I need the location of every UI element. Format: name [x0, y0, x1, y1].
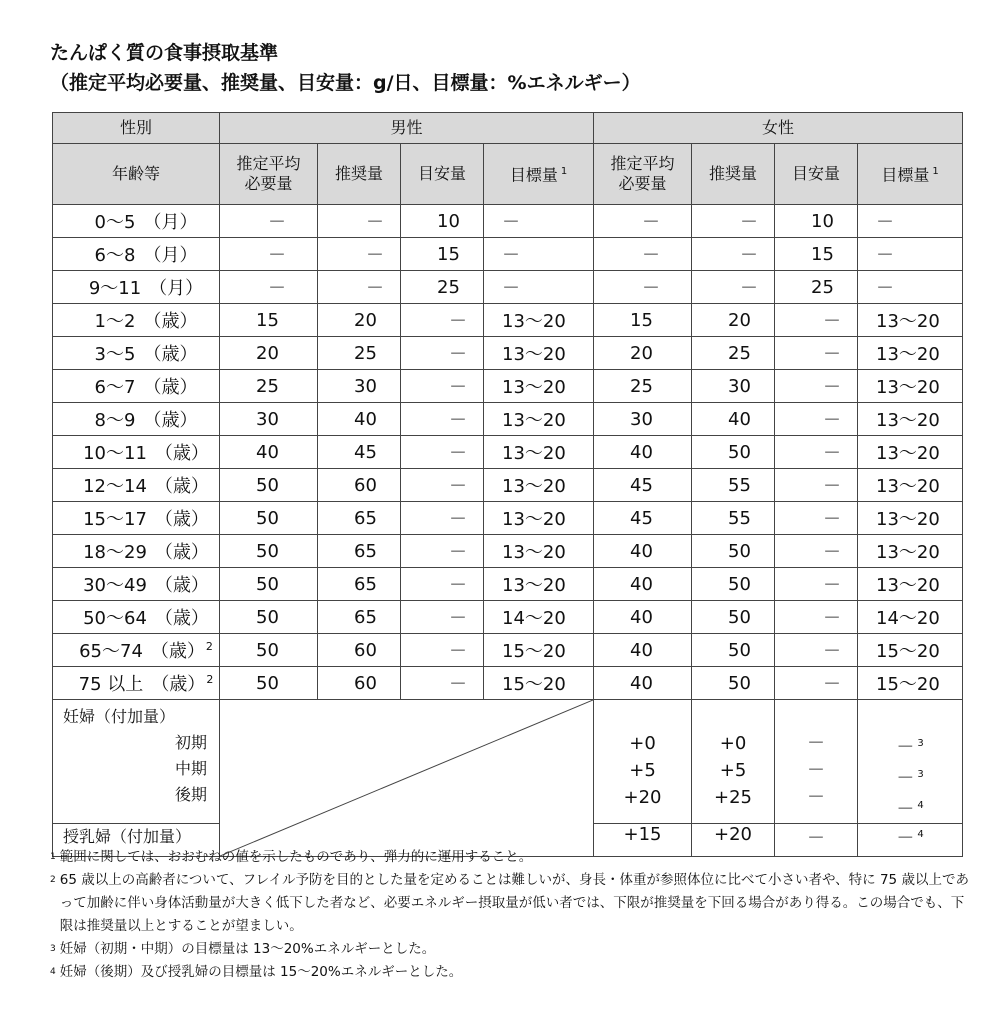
cell-f-ai: －: [775, 370, 858, 403]
cell-m-ear: 50: [220, 601, 318, 634]
cell-f-ai: 15: [775, 238, 858, 271]
cell-f-dg: 13～20: [858, 535, 963, 568]
cell-f-rda: 20: [692, 304, 775, 337]
age-cell: 18～29 （歳）: [53, 535, 220, 568]
table-row: [53, 403, 963, 436]
cell-f-ear: 25: [594, 370, 692, 403]
table-row: [53, 535, 963, 568]
cell-m-dg: 13～20: [484, 370, 594, 403]
cell-m-ai: －: [401, 469, 484, 502]
cell-m-rda: 45: [318, 436, 401, 469]
cell-m-ai: 15: [401, 238, 484, 271]
male-dg-header: 目標量 $^1$: [484, 144, 594, 205]
cell-m-rda: 65: [318, 502, 401, 535]
pregnant-ai-cell: － － －: [775, 700, 858, 824]
cell-f-rda: 40: [692, 403, 775, 436]
cell-m-ear: 50: [220, 469, 318, 502]
age-header: 年齢等: [53, 144, 220, 205]
cell-m-dg: 13～20: [484, 403, 594, 436]
cell-m-dg: 14～20: [484, 601, 594, 634]
cell-f-dg: 13～20: [858, 568, 963, 601]
cell-f-dg: －: [858, 205, 963, 238]
female-rda-header: 推奨量: [692, 144, 775, 205]
footnote-1: 1 範囲に関しては、おおむねの値を示したものであり、弾力的に運用すること。: [50, 849, 533, 865]
table-row: [53, 436, 963, 469]
lactating-rda: +20: [692, 824, 775, 857]
cell-f-ear: 30: [594, 403, 692, 436]
cell-m-ear: 40: [220, 436, 318, 469]
cell-m-rda: 60: [318, 469, 401, 502]
table-row: [53, 238, 963, 271]
age-cell: 9～11 （月）: [53, 271, 220, 304]
cell-m-ai: －: [401, 535, 484, 568]
table-row: [53, 667, 963, 700]
cell-f-ai: －: [775, 535, 858, 568]
cell-m-dg: 13～20: [484, 502, 594, 535]
cell-m-ear: 25: [220, 370, 318, 403]
male-ai-header: 目安量: [401, 144, 484, 205]
cell-m-dg: 13～20: [484, 535, 594, 568]
cell-m-ear: 50: [220, 667, 318, 700]
cell-f-ear: －: [594, 271, 692, 304]
cell-m-ear: 50: [220, 634, 318, 667]
cell-m-ai: －: [401, 436, 484, 469]
cell-m-ai: －: [401, 667, 484, 700]
cell-f-rda: 30: [692, 370, 775, 403]
cell-f-ai: 25: [775, 271, 858, 304]
cell-f-ai: －: [775, 469, 858, 502]
age-cell: 1～2 （歳）: [53, 304, 220, 337]
footnote-2: 2 65 歳以上の高齢者について、フレイル予防を目的とした量を定めることは難しいが、身長・体重が参照体位に比べて小さい者や、特に 75 歳以上であって加齢に伴い身体活動量が大きく低下した者など、必要エネルギー摂取量が低い者では、下限が推奨量を下回る場合があり得る。この場合でも、下限は推奨量以上とすることが望ましい。: [50, 872, 969, 934]
cell-f-dg: 13～20: [858, 502, 963, 535]
cell-f-ear: 40: [594, 535, 692, 568]
cell-f-rda: 55: [692, 502, 775, 535]
lactating-label: 授乳婦（付加量）: [53, 824, 220, 857]
cell-f-ai: －: [775, 403, 858, 436]
cell-m-dg: 13～20: [484, 436, 594, 469]
cell-m-ear: 20: [220, 337, 318, 370]
age-cell: 65～74 （歳）$^2$: [53, 634, 220, 667]
pregnant-row: [53, 700, 963, 824]
cell-m-rda: 60: [318, 634, 401, 667]
cell-f-ear: 45: [594, 469, 692, 502]
pregnant-mid-label: 中期: [174, 759, 207, 778]
age-cell: 12～14 （歳）: [53, 469, 220, 502]
female-dg-header: 目標量 $^1$: [858, 144, 963, 205]
cell-m-ear: 15: [220, 304, 318, 337]
document-title: [50, 38, 641, 98]
cell-f-ai: －: [775, 568, 858, 601]
cell-f-ai: －: [775, 304, 858, 337]
cell-f-dg: 15～20: [858, 667, 963, 700]
lactating-ai: －: [775, 824, 858, 857]
protein-intake-table: [52, 112, 962, 857]
sex-header: 性別: [53, 113, 220, 144]
cell-m-ai: －: [401, 601, 484, 634]
cell-f-ai: 10: [775, 205, 858, 238]
cell-f-dg: 15～20: [858, 634, 963, 667]
cell-f-ai: －: [775, 337, 858, 370]
cell-f-ai: －: [775, 502, 858, 535]
cell-m-rda: 60: [318, 667, 401, 700]
male-rda-header: 推奨量: [318, 144, 401, 205]
cell-m-dg: 15～20: [484, 667, 594, 700]
table-row: [53, 502, 963, 535]
cell-m-ai: －: [401, 568, 484, 601]
cell-m-dg: 13～20: [484, 568, 594, 601]
pregnant-early-label: 初期: [174, 733, 207, 752]
age-cell: 0～5 （月）: [53, 205, 220, 238]
cell-m-rda: 20: [318, 304, 401, 337]
cell-f-dg: 13～20: [858, 469, 963, 502]
table-row: [53, 469, 963, 502]
diagonal-slash: [220, 700, 593, 856]
footnote-3: 3 妊婦（初期・中期）の目標量は 13～20%エネルギーとした。: [50, 941, 436, 957]
cell-f-dg: 13～20: [858, 304, 963, 337]
cell-f-rda: －: [692, 205, 775, 238]
cell-m-dg: 15～20: [484, 634, 594, 667]
cell-m-rda: 65: [318, 601, 401, 634]
cell-m-ai: 10: [401, 205, 484, 238]
cell-f-rda: －: [692, 238, 775, 271]
cell-f-ai: －: [775, 601, 858, 634]
cell-m-dg: －: [484, 205, 594, 238]
cell-f-ai: －: [775, 667, 858, 700]
cell-m-rda: 40: [318, 403, 401, 436]
female-header: 女性: [594, 113, 963, 144]
age-cell: 50～64 （歳）: [53, 601, 220, 634]
cell-f-dg: 13～20: [858, 403, 963, 436]
female-ear-header: 推定平均 必要量: [594, 144, 692, 205]
cell-f-ear: 40: [594, 634, 692, 667]
cell-f-ear: 15: [594, 304, 692, 337]
cell-m-ai: 25: [401, 271, 484, 304]
cell-f-ear: 40: [594, 601, 692, 634]
pregnant-late-label: 後期: [174, 785, 207, 804]
lactating-ear: +15: [594, 824, 692, 857]
cell-f-rda: 50: [692, 568, 775, 601]
cell-m-dg: －: [484, 238, 594, 271]
cell-f-rda: 50: [692, 535, 775, 568]
cell-m-rda: 65: [318, 568, 401, 601]
age-cell: 10～11 （歳）: [53, 436, 220, 469]
male-header: 男性: [220, 113, 594, 144]
pregnant-rda-cell: +0 +5 +25: [692, 700, 775, 824]
table-row: [53, 370, 963, 403]
age-cell: 6～7 （歳）: [53, 370, 220, 403]
cell-m-ear: 50: [220, 535, 318, 568]
cell-m-ai: －: [401, 403, 484, 436]
cell-m-dg: 13～20: [484, 469, 594, 502]
cell-m-rda: －: [318, 205, 401, 238]
cell-f-rda: 50: [692, 601, 775, 634]
age-cell: 75 以上 （歳）$^2$: [53, 667, 220, 700]
pregnant-label: 妊婦（付加量）: [63, 707, 176, 726]
cell-f-dg: －: [858, 238, 963, 271]
cell-m-ai: －: [401, 337, 484, 370]
cell-f-dg: 14～20: [858, 601, 963, 634]
pregnant-label-cell: [53, 700, 220, 824]
age-cell: 30～49 （歳）: [53, 568, 220, 601]
cell-m-ear: －: [220, 271, 318, 304]
table-row: [53, 271, 963, 304]
cell-f-dg: 13～20: [858, 436, 963, 469]
cell-m-ear: 30: [220, 403, 318, 436]
cell-f-rda: 50: [692, 634, 775, 667]
cell-f-ear: －: [594, 238, 692, 271]
cell-m-ear: 50: [220, 568, 318, 601]
male-not-applicable-cell: [220, 700, 594, 857]
table-row: [53, 205, 963, 238]
title-line-2: （推定平均必要量、推奨量、目安量：g/日、目標量：%エネルギー）: [50, 72, 641, 94]
cell-f-ear: 20: [594, 337, 692, 370]
cell-m-rda: －: [318, 271, 401, 304]
pregnant-ear-cell: +0 +5 +20: [594, 700, 692, 824]
female-ai-header: 目安量: [775, 144, 858, 205]
table-row: [53, 337, 963, 370]
age-cell: 15～17 （歳）: [53, 502, 220, 535]
cell-m-ai: －: [401, 634, 484, 667]
age-cell: 6～8 （月）: [53, 238, 220, 271]
cell-f-ear: 40: [594, 667, 692, 700]
cell-m-ear: －: [220, 238, 318, 271]
cell-m-dg: －: [484, 271, 594, 304]
cell-m-rda: 65: [318, 535, 401, 568]
cell-m-ear: －: [220, 205, 318, 238]
cell-f-ai: －: [775, 436, 858, 469]
age-cell: 3～5 （歳）: [53, 337, 220, 370]
cell-f-ear: 40: [594, 568, 692, 601]
cell-f-ear: －: [594, 205, 692, 238]
cell-f-ear: 45: [594, 502, 692, 535]
cell-f-rda: 50: [692, 667, 775, 700]
lactating-dg: － $^4$: [858, 824, 963, 857]
male-ear-header: 推定平均 必要量: [220, 144, 318, 205]
cell-m-dg: 13～20: [484, 337, 594, 370]
pregnant-dg-cell: － $^3$ － $^3$ － $^4$: [858, 700, 963, 824]
intake-table: [52, 112, 963, 857]
footnotes: [50, 846, 970, 984]
cell-f-ai: －: [775, 634, 858, 667]
age-rows: [53, 205, 963, 700]
age-cell: 8～9 （歳）: [53, 403, 220, 436]
table-row: [53, 601, 963, 634]
cell-m-ai: －: [401, 370, 484, 403]
cell-m-rda: －: [318, 238, 401, 271]
table-row: [53, 304, 963, 337]
cell-m-ai: －: [401, 502, 484, 535]
table-row: [53, 568, 963, 601]
cell-m-ear: 50: [220, 502, 318, 535]
cell-f-rda: 50: [692, 436, 775, 469]
cell-m-rda: 30: [318, 370, 401, 403]
cell-f-rda: 25: [692, 337, 775, 370]
cell-f-rda: 55: [692, 469, 775, 502]
footnote-4: 4 妊婦（後期）及び授乳婦の目標量は 15～20%エネルギーとした。: [50, 964, 463, 980]
cell-m-ai: －: [401, 304, 484, 337]
cell-f-dg: 13～20: [858, 370, 963, 403]
cell-f-rda: －: [692, 271, 775, 304]
cell-m-rda: 25: [318, 337, 401, 370]
cell-f-dg: 13～20: [858, 337, 963, 370]
table-row: [53, 634, 963, 667]
cell-m-dg: 13～20: [484, 304, 594, 337]
cell-f-ear: 40: [594, 436, 692, 469]
cell-f-dg: －: [858, 271, 963, 304]
title-line-1: たんぱく質の食事摂取基準: [50, 42, 279, 64]
